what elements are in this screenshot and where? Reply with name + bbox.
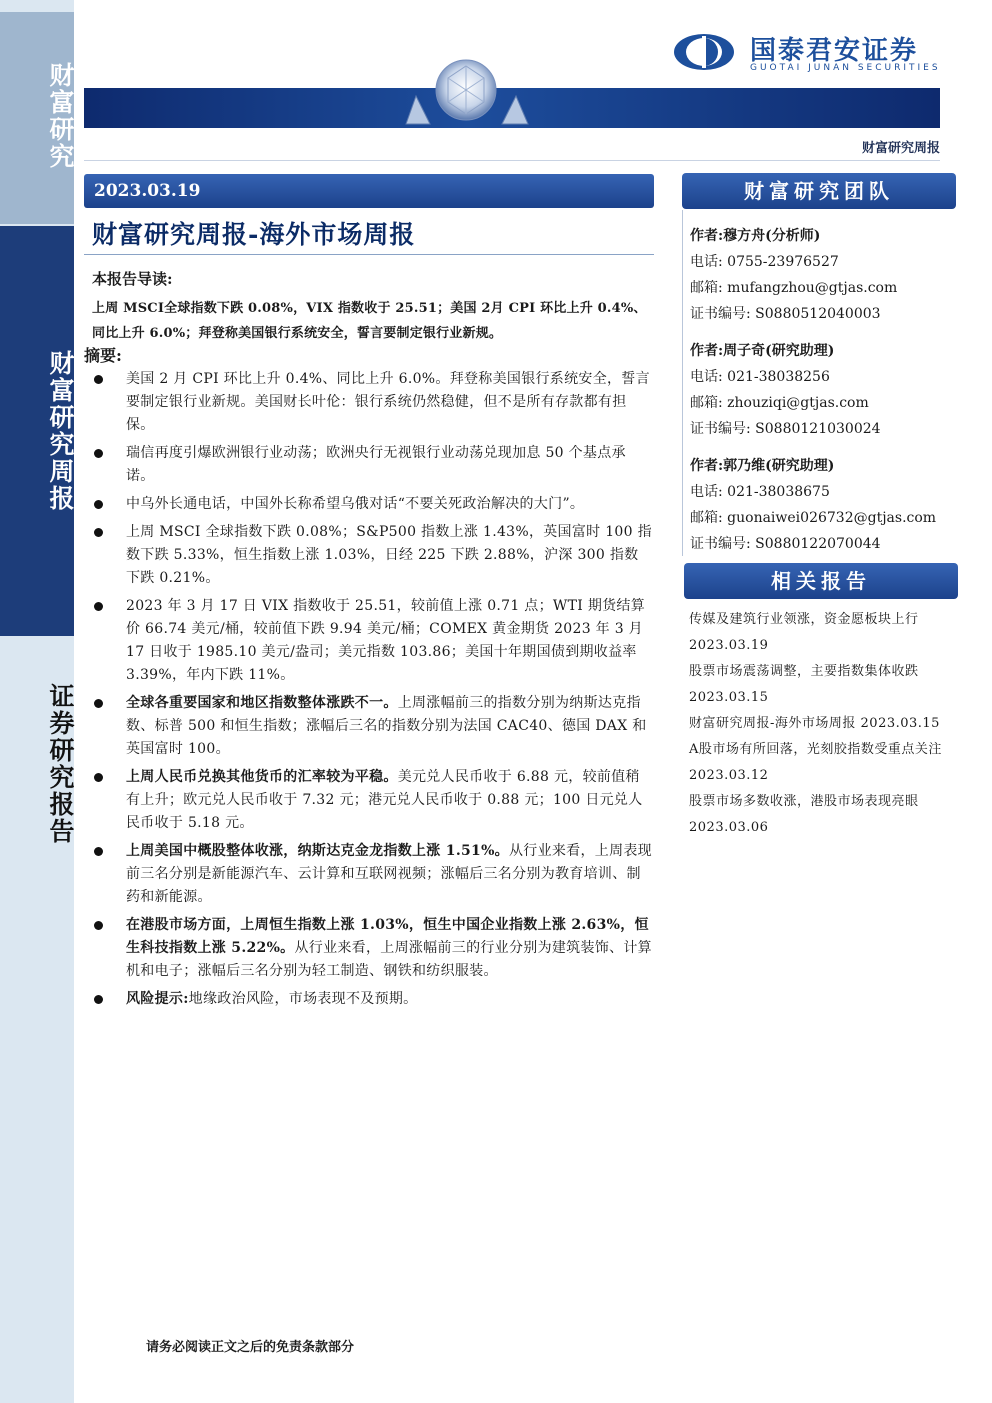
related-reports-list bbox=[689, 607, 961, 841]
list-item bbox=[90, 595, 652, 687]
intro-label: 本报告导读: bbox=[92, 270, 173, 288]
abstract-list bbox=[90, 368, 652, 1016]
member-email[interactable]: 邮箱: guonaiwei026732@gtjas.com bbox=[690, 510, 937, 526]
header-divider bbox=[84, 160, 940, 161]
bullet-bold: 风险提示: bbox=[126, 991, 189, 1007]
abstract-label: 摘要: bbox=[84, 346, 122, 365]
report-date: 2023.03.19 bbox=[84, 174, 654, 208]
bullet-icon bbox=[94, 500, 103, 509]
list-item bbox=[90, 521, 652, 590]
list-item bbox=[90, 988, 652, 1011]
brand-logo bbox=[672, 30, 942, 78]
guotai-junan-logo-icon bbox=[672, 32, 736, 72]
bullet-bold: 上周美国中概股整体收涨，纳斯达克金龙指数上涨 1.51%。 bbox=[126, 843, 509, 859]
member-phone: 电话: 0755-23976527 bbox=[690, 254, 839, 270]
member-cert: 证书编号: S0880121030024 bbox=[690, 421, 881, 437]
team-member bbox=[690, 223, 960, 327]
title-divider bbox=[84, 254, 654, 255]
bullet-icon bbox=[94, 995, 103, 1004]
bullet-icon bbox=[94, 773, 103, 782]
brand-name-en: GUOTAI JUNAN SECURITIES bbox=[750, 63, 941, 73]
related-report-title[interactable]: 财富研究周报-海外市场周报 2023.03.15 bbox=[689, 716, 940, 731]
member-email[interactable]: 邮箱: zhouziqi@gtjas.com bbox=[690, 395, 869, 411]
list-item bbox=[90, 368, 652, 437]
member-email[interactable]: 邮箱: mufangzhou@gtjas.com bbox=[690, 280, 898, 296]
team-contacts bbox=[690, 223, 960, 568]
disclaimer-note: 请务必阅读正文之后的免责条款部分 bbox=[146, 1340, 355, 1355]
sidebar-top-label: 财富研究 bbox=[46, 62, 75, 170]
related-report-date: 2023.03.15 bbox=[689, 690, 769, 705]
bullet-icon bbox=[94, 699, 103, 708]
diamond-graphic bbox=[392, 56, 540, 130]
bullet-bold: 全球各重要国家和地区指数整体涨跌不一。 bbox=[126, 695, 398, 711]
related-report-date: 2023.03.06 bbox=[689, 820, 769, 835]
brand-name-cn: 国泰君安证券 bbox=[750, 36, 919, 66]
bullet-text: 上周涨幅前三的指数分别为纳斯达克指数、标普 500 和恒生指数；涨幅后三名的指数分别为法国 CAC40、德国 DAX 和英国富时 100。 bbox=[126, 695, 647, 757]
team-member bbox=[690, 338, 960, 442]
bullet-icon bbox=[94, 921, 103, 930]
sidebar-bottom-label: 证券研究报告 bbox=[46, 683, 75, 845]
report-type-tag: 财富研究周报 bbox=[861, 141, 940, 156]
bullet-text: 美国 2 月 CPI 环比上升 0.4%、同比上升 6.0%。拜登称美国银行系统安全，誓言要制定银行业新规。美国财长叶伦：银行系统仍然稳健，但不是所有存款都有担保。 bbox=[126, 371, 650, 433]
member-author: 作者:郭乃维(研究助理) bbox=[690, 458, 835, 474]
bullet-icon bbox=[94, 449, 103, 458]
bullet-text: 中乌外长通电话，中国外长称希望乌俄对话“不要关死政治解决的大门”。 bbox=[126, 496, 585, 512]
related-report-date: 2023.03.19 bbox=[689, 638, 769, 653]
bullet-bold: 上周人民币兑换其他货币的汇率较为平稳。 bbox=[126, 769, 398, 785]
intro-text: 上周 MSCI全球指数下跌 0.08%，VIX 指数收于 25.51；美国 2月 CPI 环比上升 0.4%、同比上升 6.0%；拜登称美国银行系统安全，誓言要制定银行业新规。 bbox=[92, 301, 647, 341]
bullet-text: 上周 MSCI 全球指数下跌 0.08%；S&P500 指数上涨 1.43%，英国富时 100 指数下跌 5.33%，恒生指数上涨 1.03%，日经 225 下跌 2.88%，沪深 300 指数下跌 0.21%。 bbox=[126, 524, 652, 586]
member-cert: 证书编号: S0880122070044 bbox=[690, 536, 881, 552]
bullet-bold: 在港股市场方面，上周恒生指数上涨 1.03%，恒生中国企业指数上涨 2.63%，恒生科技指数上涨 5.22%。 bbox=[126, 917, 649, 956]
page-title: 财富研究周报-海外市场周报 bbox=[92, 220, 416, 249]
list-item bbox=[90, 493, 652, 516]
member-cert: 证书编号: S0880512040003 bbox=[690, 306, 881, 322]
sidebar-mid-label: 财富研究周报 bbox=[46, 350, 75, 512]
bullet-text: 美元兑人民币收于 6.88 元，较前值稍有上升；欧元兑人民币收于 7.32 元；港元兑人民币收于 0.88 元；100 日元兑人民币收于 5.18 元。 bbox=[126, 769, 643, 831]
team-heading: 财富研究团队 bbox=[682, 173, 956, 209]
member-phone: 电话: 021-38038256 bbox=[690, 369, 830, 385]
list-item bbox=[90, 914, 652, 983]
bullet-text: 从行业来看，上周涨幅前三的行业分别为建筑装饰、计算机和电子；涨幅后三名分别为轻工制造、钢铁和纺织服装。 bbox=[126, 940, 652, 979]
bullet-icon bbox=[94, 847, 103, 856]
member-author: 作者:穆方舟(分析师) bbox=[690, 228, 821, 244]
related-report-title[interactable]: A股市场有所回落，光刻胶指数受重点关注 2023.03.12 bbox=[689, 742, 942, 783]
list-item bbox=[90, 692, 652, 761]
team-member bbox=[690, 453, 960, 557]
list-item bbox=[90, 766, 652, 835]
bullet-icon bbox=[94, 528, 103, 537]
member-author: 作者:周子奇(研究助理) bbox=[690, 343, 835, 359]
bullet-text: 从行业来看，上周表现前三名分别是新能源汽车、云计算和互联网视频；涨幅后三名分别为教育培训、制药和新能源。 bbox=[126, 843, 652, 905]
list-item bbox=[90, 840, 652, 909]
bullet-text: 瑞信再度引爆欧洲银行业动荡；欧洲央行无视银行业动荡兑现加息 50 个基点承诺。 bbox=[126, 445, 626, 484]
list-item bbox=[90, 442, 652, 488]
bullet-text: 2023 年 3 月 17 日 VIX 指数收于 25.51，较前值上涨 0.71 点；WTI 期货结算价 66.74 美元/桶，较前值下跌 9.94 美元/桶；COMEX 黄金期货 2023 年 3 月 17 日收于 1985.10 美元/盎司；美元指数 103.86；美国十年期国债到期收益率 3.39%，年内下跌 11%。 bbox=[126, 598, 646, 683]
bullet-text: 地缘政治风险，市场表现不及预期。 bbox=[188, 991, 418, 1007]
related-report-title[interactable]: 传媒及建筑行业领涨，资金愿板块上行 bbox=[689, 612, 919, 627]
member-phone: 电话: 021-38038675 bbox=[690, 484, 830, 500]
related-report-title[interactable]: 股票市场震荡调整，主要指数集体收跌 bbox=[689, 664, 919, 679]
bullet-icon bbox=[94, 375, 103, 384]
diamond-icon bbox=[392, 56, 540, 130]
related-heading: 相关报告 bbox=[684, 563, 958, 599]
team-divider bbox=[682, 210, 683, 556]
bullet-icon bbox=[94, 602, 103, 611]
related-report-title[interactable]: 股票市场多数收涨，港股市场表现亮眼 bbox=[689, 794, 919, 809]
